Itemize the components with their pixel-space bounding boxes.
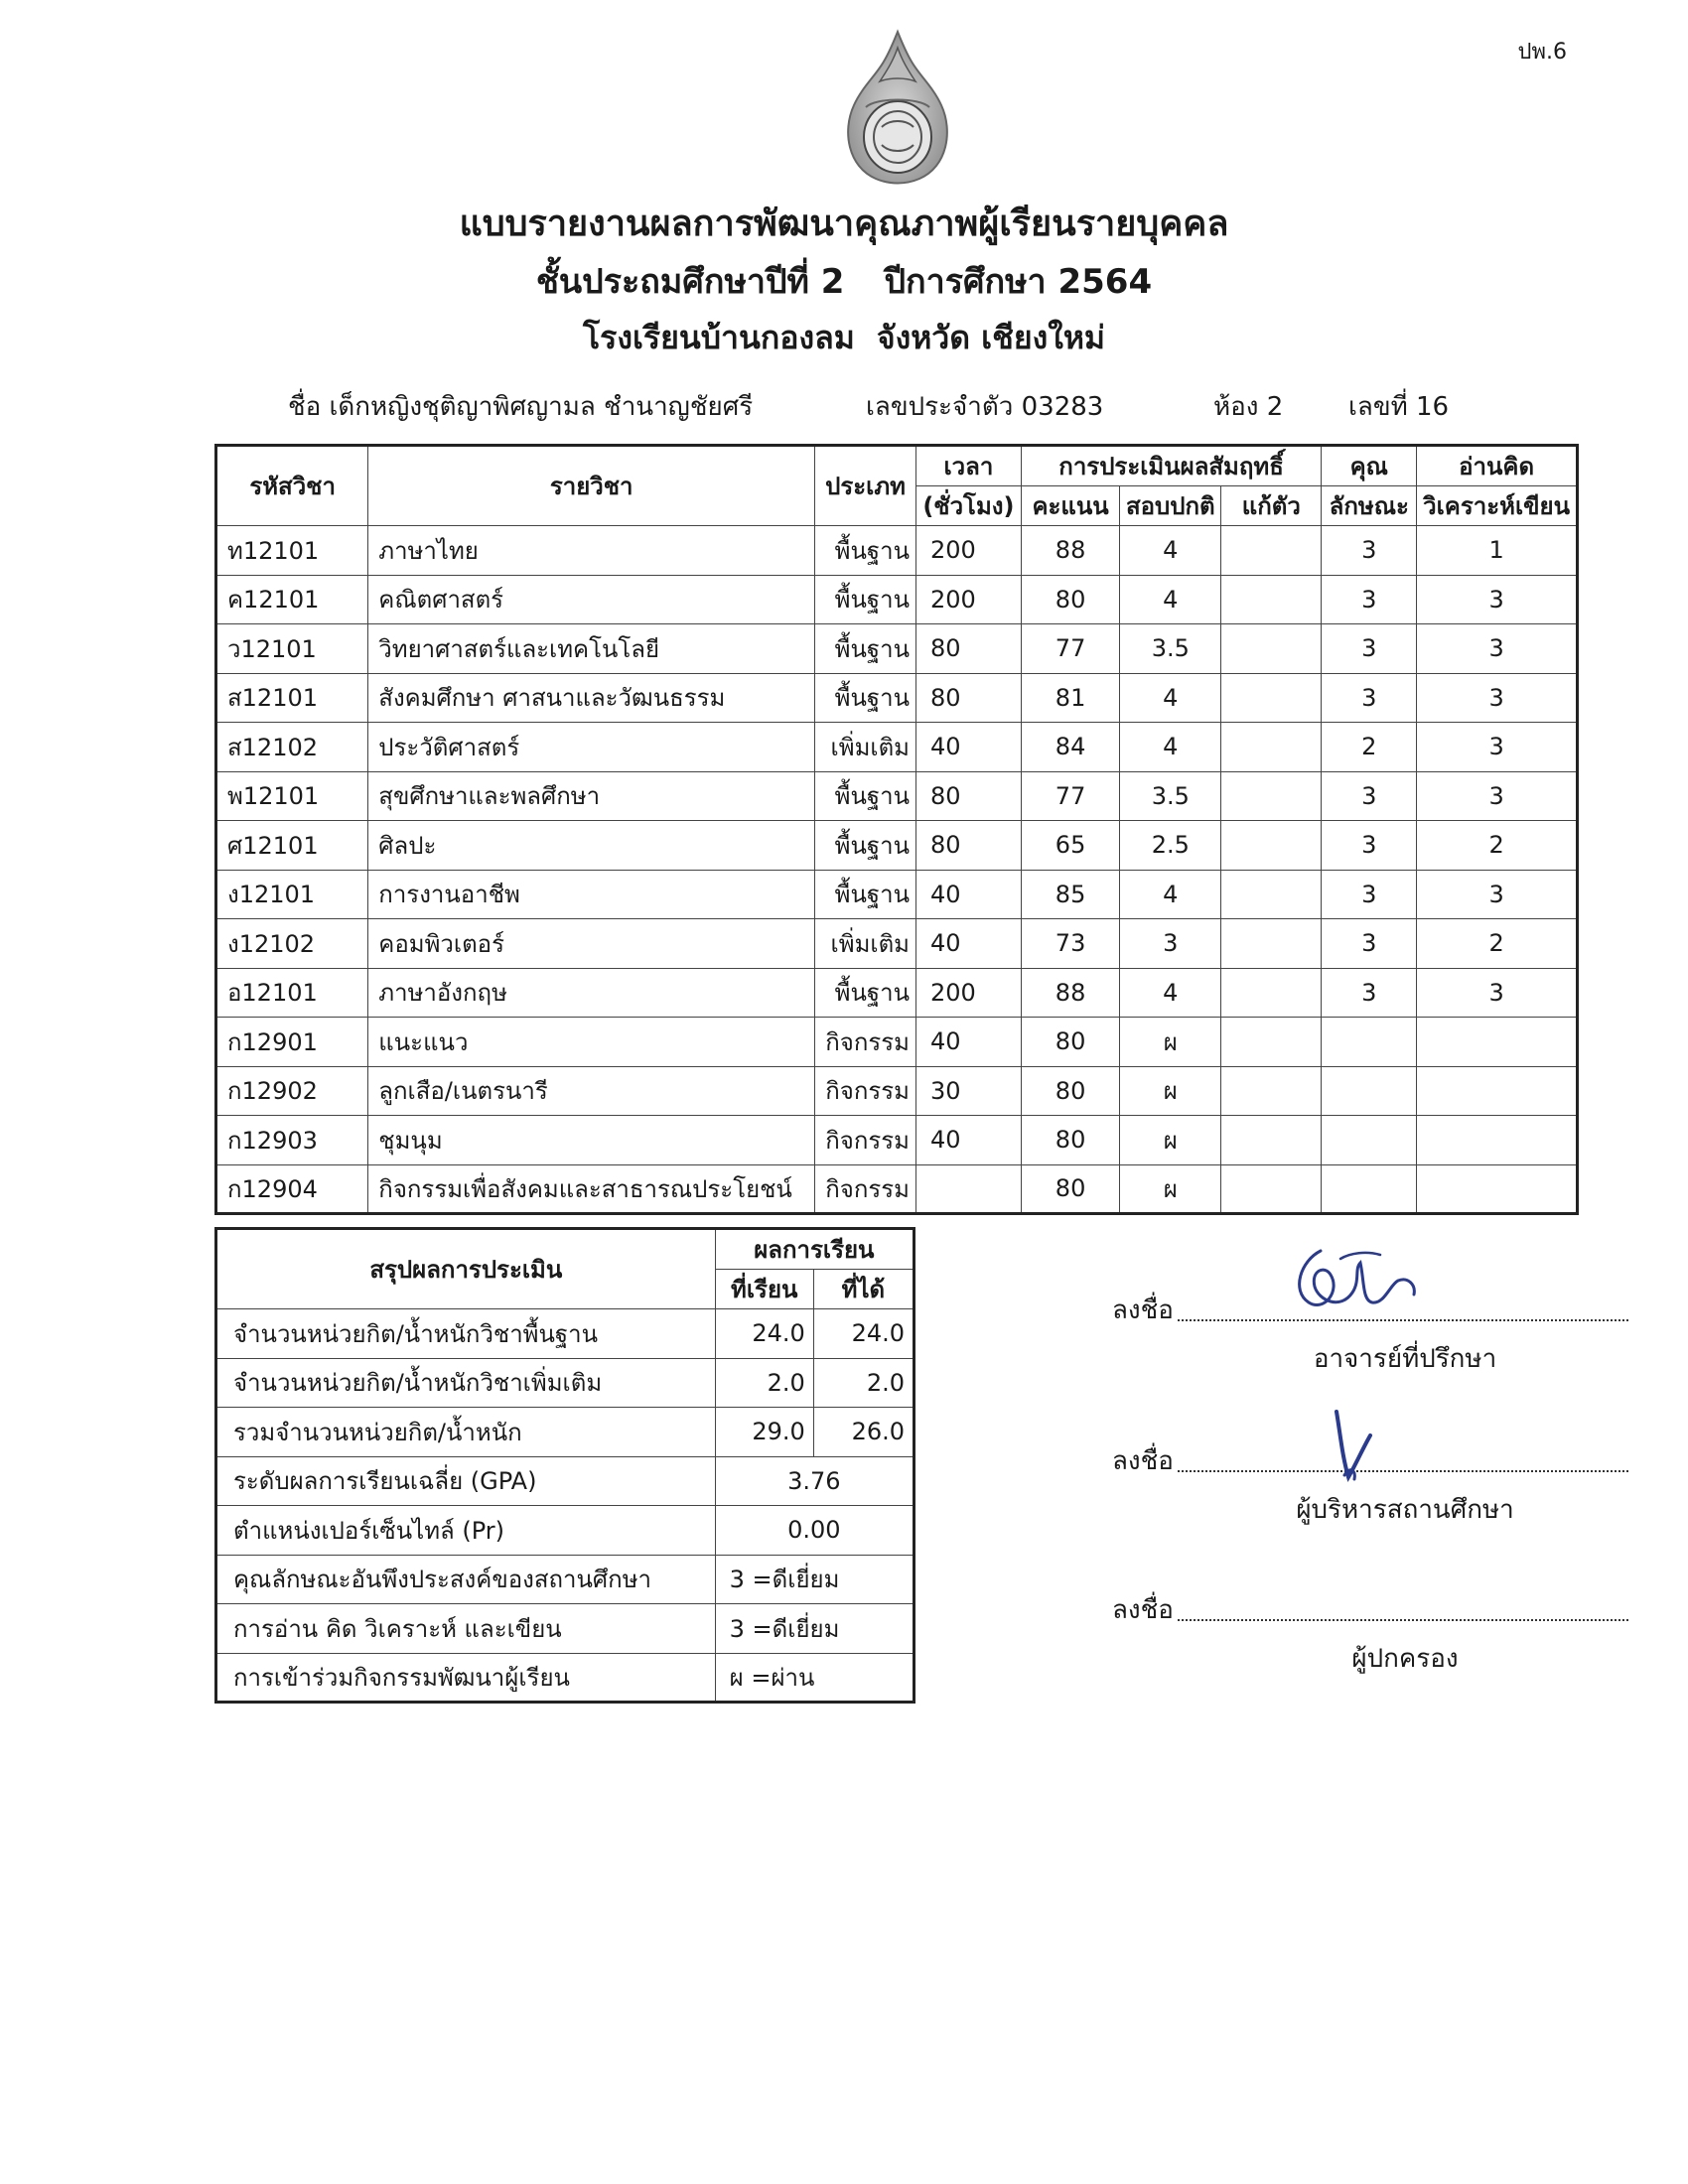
cell-type: กิจกรรม bbox=[815, 1116, 916, 1165]
cell-name: แนะแนว bbox=[368, 1018, 815, 1067]
grades-table bbox=[214, 444, 1579, 1215]
cell-retest bbox=[1221, 968, 1322, 1018]
cell-grade: 4 bbox=[1120, 968, 1221, 1018]
cell-score: 80 bbox=[1021, 1018, 1120, 1067]
summary-label: จำนวนหน่วยกิต/น้ำหนักวิชาพื้นฐาน bbox=[216, 1309, 716, 1359]
cell-hours: 80 bbox=[916, 821, 1022, 871]
school-name: โรงเรียนบ้านกองลม bbox=[582, 319, 855, 356]
province: จังหวัด เชียงใหม่ bbox=[876, 319, 1106, 356]
summary-row-read bbox=[216, 1604, 914, 1654]
cell-name: ภาษาไทย bbox=[368, 526, 815, 576]
cell-retest bbox=[1221, 1116, 1322, 1165]
cell-retest bbox=[1221, 771, 1322, 821]
col-header-char-2: ลักษณะ bbox=[1322, 486, 1417, 526]
summary-study: 29.0 bbox=[715, 1408, 813, 1457]
cell-name: ประวัติศาสตร์ bbox=[368, 723, 815, 772]
cell-type: กิจกรรม bbox=[815, 1164, 916, 1214]
col-header-read: อ่านคิด bbox=[1417, 446, 1578, 486]
table-row bbox=[216, 526, 1578, 576]
cell-retest bbox=[1221, 1066, 1322, 1116]
summary-col-study: ที่เรียน bbox=[715, 1270, 813, 1309]
cell-retest bbox=[1221, 673, 1322, 723]
table-row bbox=[216, 1116, 1578, 1165]
cell-grade: 4 bbox=[1120, 673, 1221, 723]
cell-score: 73 bbox=[1021, 919, 1120, 969]
table-row bbox=[216, 968, 1578, 1018]
summary-earned: 24.0 bbox=[813, 1309, 914, 1359]
cell-read: 3 bbox=[1417, 771, 1578, 821]
cell-read: 3 bbox=[1417, 723, 1578, 772]
cell-score: 77 bbox=[1021, 771, 1120, 821]
summary-row bbox=[216, 1358, 914, 1408]
cell-hours: 80 bbox=[916, 771, 1022, 821]
cell-score: 80 bbox=[1021, 1066, 1120, 1116]
advisor-role: อาจารย์ที่ปรึกษา bbox=[1313, 1344, 1497, 1374]
cell-type: กิจกรรม bbox=[815, 1018, 916, 1067]
cell-score: 88 bbox=[1021, 968, 1120, 1018]
cell-name: คอมพิวเตอร์ bbox=[368, 919, 815, 969]
cell-grade: 3.5 bbox=[1120, 771, 1221, 821]
cell-type: พื้นฐาน bbox=[815, 821, 916, 871]
grade-level: ชั้นประถมศึกษาปีที่ 2 bbox=[535, 262, 845, 302]
cell-read bbox=[1417, 1018, 1578, 1067]
table-row bbox=[216, 624, 1578, 674]
director-signature-scribble bbox=[1327, 1406, 1376, 1485]
report-title: แบบรายงานผลการพัฒนาคุณภาพผู้เรียนรายบุคคล bbox=[459, 204, 1229, 244]
cell-hours: 80 bbox=[916, 624, 1022, 674]
cell-read: 3 bbox=[1417, 870, 1578, 919]
table-row bbox=[216, 1164, 1578, 1214]
summary-row bbox=[216, 1408, 914, 1457]
report-school bbox=[0, 310, 1688, 365]
summary-result-header: ผลการเรียน bbox=[715, 1229, 914, 1270]
cell-name: สังคมศึกษา ศาสนาและวัฒนธรรม bbox=[368, 673, 815, 723]
cell-read: 1 bbox=[1417, 526, 1578, 576]
report-titles bbox=[0, 195, 1688, 365]
gpa-label: ระดับผลการเรียนเฉลี่ย (GPA) bbox=[216, 1456, 716, 1506]
cell-code: ศ12101 bbox=[216, 821, 368, 871]
cell-read: 3 bbox=[1417, 624, 1578, 674]
table-row bbox=[216, 1066, 1578, 1116]
cell-type: กิจกรรม bbox=[815, 1066, 916, 1116]
sign-label: ลงชื่อ bbox=[1112, 1296, 1174, 1325]
cell-retest bbox=[1221, 624, 1322, 674]
summary-title: สรุปผลการประเมิน bbox=[216, 1229, 716, 1309]
cell-grade: 3 bbox=[1120, 919, 1221, 969]
col-header-normal: สอบปกติ bbox=[1120, 486, 1221, 526]
cell-char: 3 bbox=[1322, 624, 1417, 674]
cell-grade: 4 bbox=[1120, 870, 1221, 919]
cell-hours bbox=[916, 1164, 1022, 1214]
cell-type: พื้นฐาน bbox=[815, 624, 916, 674]
cell-name: ชุมนุม bbox=[368, 1116, 815, 1165]
cell-score: 80 bbox=[1021, 1164, 1120, 1214]
table-row bbox=[216, 870, 1578, 919]
cell-type: พื้นฐาน bbox=[815, 526, 916, 576]
cell-name: กิจกรรมเพื่อสังคมและสาธารณประโยชน์ bbox=[368, 1164, 815, 1214]
cell-hours: 80 bbox=[916, 673, 1022, 723]
cell-hours: 40 bbox=[916, 1116, 1022, 1165]
cell-char: 3 bbox=[1322, 870, 1417, 919]
summary-row bbox=[216, 1309, 914, 1359]
cell-type: พื้นฐาน bbox=[815, 771, 916, 821]
cell-read: 3 bbox=[1417, 968, 1578, 1018]
col-header-type: ประเภท bbox=[815, 446, 916, 526]
cell-score: 80 bbox=[1021, 1116, 1120, 1165]
cell-grade: ผ bbox=[1120, 1066, 1221, 1116]
cell-hours: 40 bbox=[916, 870, 1022, 919]
cell-code: พ12101 bbox=[216, 771, 368, 821]
cell-char bbox=[1322, 1164, 1417, 1214]
cell-read: 3 bbox=[1417, 575, 1578, 624]
cell-hours: 200 bbox=[916, 526, 1022, 576]
read-label: การอ่าน คิด วิเคราะห์ และเขียน bbox=[216, 1604, 716, 1654]
cell-hours: 200 bbox=[916, 575, 1022, 624]
cell-name: ภาษาอังกฤษ bbox=[368, 968, 815, 1018]
cell-read: 3 bbox=[1417, 673, 1578, 723]
activity-label: การเข้าร่วมกิจกรรมพัฒนาผู้เรียน bbox=[216, 1653, 716, 1703]
cell-char: 2 bbox=[1322, 723, 1417, 772]
cell-retest bbox=[1221, 870, 1322, 919]
grades-body bbox=[216, 526, 1578, 1214]
cell-char: 3 bbox=[1322, 575, 1417, 624]
cell-score: 88 bbox=[1021, 526, 1120, 576]
cell-code: ท12101 bbox=[216, 526, 368, 576]
summary-study: 2.0 bbox=[715, 1358, 813, 1408]
student-id: เลขประจำตัว 03283 bbox=[866, 392, 1104, 422]
summary-row-activity bbox=[216, 1653, 914, 1703]
cell-grade: 3.5 bbox=[1120, 624, 1221, 674]
cell-char: 3 bbox=[1322, 771, 1417, 821]
summary-table bbox=[214, 1227, 915, 1704]
summary-col-earned: ที่ได้ bbox=[813, 1270, 914, 1309]
director-role: ผู้บริหารสถานศึกษา bbox=[1296, 1495, 1514, 1525]
table-row bbox=[216, 821, 1578, 871]
sign-label: ลงชื่อ bbox=[1112, 1595, 1174, 1625]
school-emblem-icon bbox=[836, 28, 959, 187]
cell-char: 3 bbox=[1322, 919, 1417, 969]
col-header-score: คะแนน bbox=[1021, 486, 1120, 526]
cell-grade: ผ bbox=[1120, 1116, 1221, 1165]
col-header-time: เวลา bbox=[916, 446, 1022, 486]
student-number: เลขที่ 16 bbox=[1348, 392, 1450, 422]
cell-score: 77 bbox=[1021, 624, 1120, 674]
cell-grade: 2.5 bbox=[1120, 821, 1221, 871]
cell-code: ค12101 bbox=[216, 575, 368, 624]
char-value: 3 =ดีเยี่ยม bbox=[715, 1555, 914, 1604]
cell-grade: 4 bbox=[1120, 723, 1221, 772]
parent-role: ผู้ปกครอง bbox=[1351, 1644, 1459, 1674]
table-row bbox=[216, 919, 1578, 969]
cell-read bbox=[1417, 1116, 1578, 1165]
activity-value: ผ =ผ่าน bbox=[715, 1653, 914, 1703]
summary-row-gpa bbox=[216, 1456, 914, 1506]
col-header-read-2: วิเคราะห์เขียน bbox=[1417, 486, 1578, 526]
cell-hours: 200 bbox=[916, 968, 1022, 1018]
col-header-char: คุณ bbox=[1322, 446, 1417, 486]
cell-type: พื้นฐาน bbox=[815, 575, 916, 624]
student-name: ชื่อ เด็กหญิงชุติญาพิศญามล ชำนาญชัยศรี bbox=[288, 392, 754, 422]
col-header-code: รหัสวิชา bbox=[216, 446, 368, 526]
academic-year: ปีการศึกษา 2564 bbox=[884, 262, 1153, 302]
cell-code: ก12903 bbox=[216, 1116, 368, 1165]
cell-grade: 4 bbox=[1120, 575, 1221, 624]
cell-type: พื้นฐาน bbox=[815, 870, 916, 919]
cell-code: ก12902 bbox=[216, 1066, 368, 1116]
cell-score: 65 bbox=[1021, 821, 1120, 871]
cell-char bbox=[1322, 1066, 1417, 1116]
table-row bbox=[216, 723, 1578, 772]
cell-name: ลูกเสือ/เนตรนารี bbox=[368, 1066, 815, 1116]
cell-read: 2 bbox=[1417, 919, 1578, 969]
cell-name: การงานอาชีพ bbox=[368, 870, 815, 919]
cell-char bbox=[1322, 1116, 1417, 1165]
table-row bbox=[216, 771, 1578, 821]
cell-code: ส12101 bbox=[216, 673, 368, 723]
cell-char: 3 bbox=[1322, 968, 1417, 1018]
cell-retest bbox=[1221, 919, 1322, 969]
col-header-assessment: การประเมินผลสัมฤทธิ์ bbox=[1021, 446, 1322, 486]
cell-name: ศิลปะ bbox=[368, 821, 815, 871]
cell-retest bbox=[1221, 1164, 1322, 1214]
table-row bbox=[216, 1018, 1578, 1067]
gpa-value: 3.76 bbox=[715, 1456, 914, 1506]
char-label: คุณลักษณะอันพึงประสงค์ของสถานศึกษา bbox=[216, 1555, 716, 1604]
cell-code: อ12101 bbox=[216, 968, 368, 1018]
cell-read bbox=[1417, 1164, 1578, 1214]
cell-grade: ผ bbox=[1120, 1164, 1221, 1214]
cell-code: ง12102 bbox=[216, 919, 368, 969]
cell-name: วิทยาศาสตร์และเทคโนโลยี bbox=[368, 624, 815, 674]
cell-char bbox=[1322, 1018, 1417, 1067]
cell-retest bbox=[1221, 723, 1322, 772]
pr-value: 0.00 bbox=[715, 1506, 914, 1556]
summary-earned: 26.0 bbox=[813, 1408, 914, 1457]
read-value: 3 =ดีเยี่ยม bbox=[715, 1604, 914, 1654]
cell-hours: 40 bbox=[916, 919, 1022, 969]
cell-code: ก12901 bbox=[216, 1018, 368, 1067]
col-header-hours: (ชั่วโมง) bbox=[916, 486, 1022, 526]
cell-type: เพิ่มเติม bbox=[815, 919, 916, 969]
cell-score: 84 bbox=[1021, 723, 1120, 772]
form-code: ปพ.6 bbox=[1517, 40, 1567, 65]
pr-label: ตำแหน่งเปอร์เซ็นไทล์ (Pr) bbox=[216, 1506, 716, 1556]
table-row bbox=[216, 575, 1578, 624]
cell-code: ก12904 bbox=[216, 1164, 368, 1214]
student-room: ห้อง 2 bbox=[1213, 392, 1284, 422]
cell-type: พื้นฐาน bbox=[815, 968, 916, 1018]
cell-code: ว12101 bbox=[216, 624, 368, 674]
cell-read bbox=[1417, 1066, 1578, 1116]
cell-retest bbox=[1221, 526, 1322, 576]
cell-name: คณิตศาสตร์ bbox=[368, 575, 815, 624]
cell-type: เพิ่มเติม bbox=[815, 723, 916, 772]
cell-hours: 40 bbox=[916, 723, 1022, 772]
cell-score: 80 bbox=[1021, 575, 1120, 624]
col-header-subject: รายวิชา bbox=[368, 446, 815, 526]
cell-char: 3 bbox=[1322, 673, 1417, 723]
table-row bbox=[216, 673, 1578, 723]
summary-label: รวมจำนวนหน่วยกิต/น้ำหนัก bbox=[216, 1408, 716, 1457]
cell-score: 81 bbox=[1021, 673, 1120, 723]
cell-hours: 40 bbox=[916, 1018, 1022, 1067]
col-header-retest: แก้ตัว bbox=[1221, 486, 1322, 526]
signature-parent bbox=[1112, 1590, 1628, 1679]
cell-retest bbox=[1221, 575, 1322, 624]
summary-study: 24.0 bbox=[715, 1309, 813, 1359]
cell-char: 3 bbox=[1322, 821, 1417, 871]
cell-score: 85 bbox=[1021, 870, 1120, 919]
cell-retest bbox=[1221, 1018, 1322, 1067]
summary-earned: 2.0 bbox=[813, 1358, 914, 1408]
summary-row-pr bbox=[216, 1506, 914, 1556]
cell-retest bbox=[1221, 821, 1322, 871]
summary-label: จำนวนหน่วยกิต/น้ำหนักวิชาเพิ่มเติม bbox=[216, 1358, 716, 1408]
cell-grade: ผ bbox=[1120, 1018, 1221, 1067]
cell-hours: 30 bbox=[916, 1066, 1022, 1116]
summary-row-char bbox=[216, 1555, 914, 1604]
report-grade-year bbox=[0, 254, 1688, 310]
cell-read: 2 bbox=[1417, 821, 1578, 871]
cell-code: ส12102 bbox=[216, 723, 368, 772]
cell-grade: 4 bbox=[1120, 526, 1221, 576]
sign-label: ลงชื่อ bbox=[1112, 1446, 1174, 1476]
cell-code: ง12101 bbox=[216, 870, 368, 919]
cell-char: 3 bbox=[1322, 526, 1417, 576]
cell-type: พื้นฐาน bbox=[815, 673, 916, 723]
advisor-signature-scribble bbox=[1281, 1241, 1440, 1330]
cell-name: สุขศึกษาและพลศึกษา bbox=[368, 771, 815, 821]
